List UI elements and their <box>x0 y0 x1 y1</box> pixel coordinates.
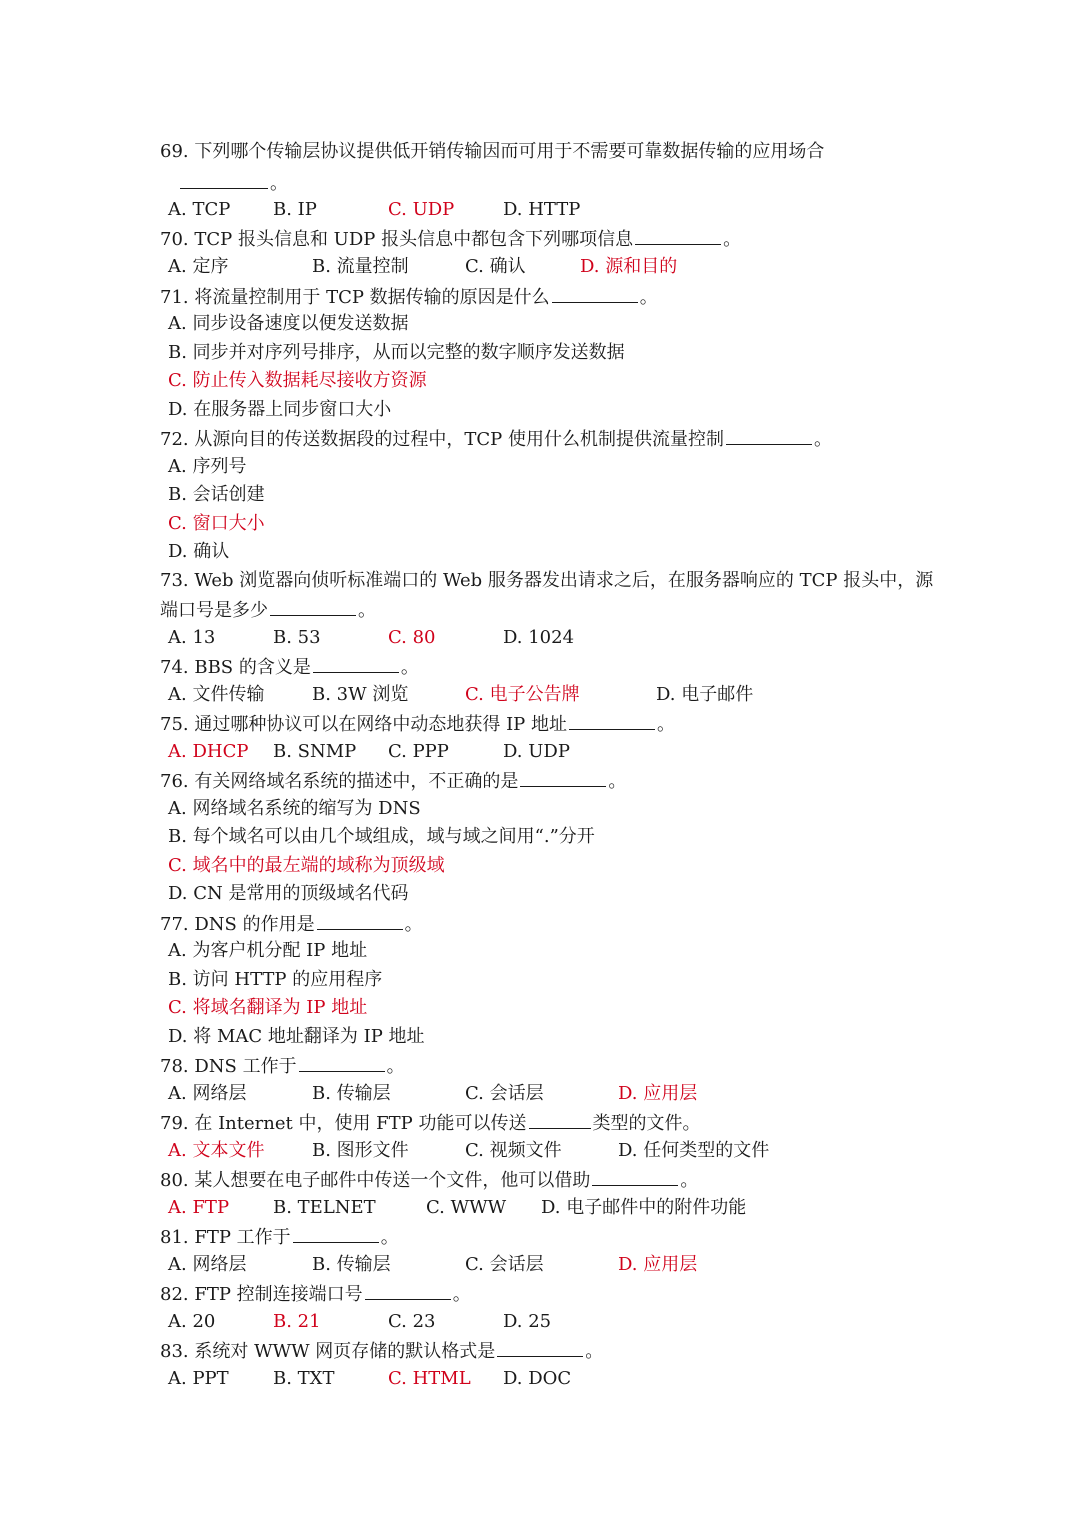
answer-blank <box>317 911 403 930</box>
question-73-text-line2: 端口号是多少 <box>160 600 268 621</box>
question-74-tail: 。 <box>400 657 419 678</box>
question-71-option-b: B. 同步并对序列号排序，从而以完整的数字顺序发送数据 <box>168 342 625 363</box>
question-74-option-d: D. 电子邮件 <box>656 684 754 705</box>
question-76-option-c-correct: C. 域名中的最左端的域称为顶级域 <box>168 855 445 876</box>
question-78-stem <box>160 1053 405 1079</box>
question-79-tail: 类型的文件。 <box>592 1113 701 1134</box>
question-76-option-b: B. 每个域名可以由几个域组成，域与域之间用“.”分开 <box>168 826 595 847</box>
question-79-option-b: B. 图形文件 <box>312 1140 409 1161</box>
answer-blank <box>592 1167 678 1186</box>
question-72-stem <box>160 426 832 452</box>
question-69-tail: 。 <box>270 173 288 194</box>
answer-blank <box>365 1281 451 1300</box>
question-75-option-b: B. SNMP <box>273 741 357 762</box>
answer-blank <box>529 1110 591 1129</box>
question-83-option-a: A. PPT <box>168 1368 229 1389</box>
question-81-stem <box>160 1224 399 1250</box>
answer-blank <box>726 426 812 445</box>
question-80-text: 80. 某人想要在电子邮件中传送一个文件，他可以借助 <box>160 1170 591 1191</box>
question-82-option-c: C. 23 <box>388 1311 436 1332</box>
question-72-option-c-correct: C. 窗口大小 <box>168 513 265 534</box>
question-79-option-c: C. 视频文件 <box>465 1140 562 1161</box>
question-75-tail: 。 <box>657 714 676 735</box>
question-75-text: 75. 通过哪种协议可以在网络中动态地获得 IP 地址 <box>160 714 568 735</box>
question-81-text: 81. FTP 工作于 <box>160 1227 291 1248</box>
question-70-stem <box>160 226 741 252</box>
answer-blank <box>635 226 721 245</box>
question-83-text: 83. 系统对 WWW 网页存储的默认格式是 <box>160 1341 496 1362</box>
question-69-text: 69. 下列哪个传输层协议提供低开销传输因而可用于不需要可靠数据传输的应用场合 <box>160 141 825 162</box>
answer-blank <box>180 170 268 189</box>
question-83-tail: 。 <box>585 1341 604 1362</box>
question-82-tail: 。 <box>452 1284 471 1305</box>
question-75-option-a-correct: A. DHCP <box>168 741 249 762</box>
question-79-stem <box>160 1110 701 1136</box>
question-73-option-d: D. 1024 <box>503 627 575 648</box>
question-77-option-a: A. 为客户机分配 IP 地址 <box>168 940 368 961</box>
question-83-option-b: B. TXT <box>273 1368 335 1389</box>
question-69-option-a: A. TCP <box>168 199 231 220</box>
question-82-option-a: A. 20 <box>168 1311 216 1332</box>
question-80-option-c: C. WWW <box>426 1197 507 1218</box>
question-80-stem <box>160 1167 698 1193</box>
question-74-option-c-correct: C. 电子公告牌 <box>465 684 580 705</box>
question-83-stem <box>160 1338 603 1364</box>
question-77-option-d: D. 将 MAC 地址翻译为 IP 地址 <box>168 1026 425 1047</box>
question-71-tail: 。 <box>639 287 658 308</box>
question-76-option-d: D. CN 是常用的顶级域名代码 <box>168 883 409 904</box>
question-73-option-a: A. 13 <box>168 627 216 648</box>
question-71-option-d: D. 在服务器上同步窗口大小 <box>168 399 392 420</box>
question-73-stem <box>160 569 933 593</box>
question-76-stem <box>160 768 626 794</box>
question-70-option-c: C. 确认 <box>465 256 526 277</box>
question-82-text: 82. FTP 控制连接端口号 <box>160 1284 363 1305</box>
question-69-option-d: D. HTTP <box>503 199 581 220</box>
question-75-option-d: D. UDP <box>503 741 570 762</box>
question-79-option-d: D. 任何类型的文件 <box>618 1140 770 1161</box>
question-69-option-b: B. IP <box>273 199 317 220</box>
question-71-text: 71. 将流量控制用于 TCP 数据传输的原因是什么 <box>160 287 550 308</box>
question-72-text: 72. 从源向目的传送数据段的过程中，TCP 使用什么机制提供流量控制 <box>160 429 724 450</box>
question-76-option-a: A. 网络域名系统的缩写为 DNS <box>168 798 421 819</box>
question-72-option-a: A. 序列号 <box>168 456 247 477</box>
question-75-option-c: C. PPP <box>388 741 449 762</box>
question-82-option-b-correct: B. 21 <box>273 1311 321 1332</box>
answer-blank <box>552 284 638 303</box>
question-80-option-b: B. TELNET <box>273 1197 376 1218</box>
question-70-option-a: A. 定序 <box>168 256 229 277</box>
question-69-stem <box>160 140 824 164</box>
question-72-tail: 。 <box>813 429 832 450</box>
question-72-option-b: B. 会话创建 <box>168 484 265 505</box>
question-81-option-a: A. 网络层 <box>168 1254 247 1275</box>
question-70-option-b: B. 流量控制 <box>312 256 409 277</box>
question-71-option-c-correct: C. 防止传入数据耗尽接收方资源 <box>168 370 427 391</box>
question-78-option-c: C. 会话层 <box>465 1083 544 1104</box>
question-73-stem-line2 <box>160 597 376 623</box>
question-78-option-d-correct: D. 应用层 <box>618 1083 698 1104</box>
question-81-tail: 。 <box>380 1227 399 1248</box>
question-70-text: 70. TCP 报头信息和 UDP 报头信息中都包含下列哪项信息 <box>160 229 634 250</box>
question-79-text: 79. 在 Internet 中，使用 FTP 功能可以传送 <box>160 1113 527 1134</box>
question-76-text: 76. 有关网络域名系统的描述中，不正确的是 <box>160 771 519 792</box>
question-79-option-a-correct: A. 文本文件 <box>168 1140 265 1161</box>
answer-blank <box>270 597 356 616</box>
question-73-tail: 。 <box>358 600 376 621</box>
question-74-stem <box>160 654 419 680</box>
question-74-option-a: A. 文件传输 <box>168 684 265 705</box>
answer-blank <box>293 1224 379 1243</box>
question-73-text: 73. Web 浏览器向侦听标准端口的 Web 服务器发出请求之后，在服务器响应的 TCP 报头中，源 <box>160 570 934 591</box>
question-73-option-c-correct: C. 80 <box>388 627 436 648</box>
question-69-option-c-correct: C. UDP <box>388 199 455 220</box>
question-71-option-a: A. 同步设备速度以便发送数据 <box>168 313 409 334</box>
question-77-tail: 。 <box>404 914 423 935</box>
question-77-option-b: B. 访问 HTTP 的应用程序 <box>168 969 383 990</box>
question-75-stem <box>160 711 675 737</box>
answer-blank <box>299 1053 385 1072</box>
question-80-tail: 。 <box>680 1170 699 1191</box>
answer-blank <box>313 654 399 673</box>
question-78-text: 78. DNS 工作于 <box>160 1056 297 1077</box>
question-72-option-d: D. 确认 <box>168 541 230 562</box>
question-70-tail: 。 <box>723 229 742 250</box>
answer-blank <box>497 1338 583 1357</box>
question-81-option-c: C. 会话层 <box>465 1254 544 1275</box>
question-77-option-c-correct: C. 将域名翻译为 IP 地址 <box>168 997 368 1018</box>
question-80-option-a-correct: A. FTP <box>168 1197 230 1218</box>
question-78-option-b: B. 传输层 <box>312 1083 391 1104</box>
question-81-option-d-correct: D. 应用层 <box>618 1254 698 1275</box>
answer-blank <box>520 768 606 787</box>
question-77-stem <box>160 911 423 937</box>
question-81-option-b: B. 传输层 <box>312 1254 391 1275</box>
question-76-tail: 。 <box>608 771 627 792</box>
question-69-blank-line <box>178 170 288 196</box>
question-80-option-d: D. 电子邮件中的附件功能 <box>541 1197 747 1218</box>
question-78-option-a: A. 网络层 <box>168 1083 247 1104</box>
question-77-text: 77. DNS 的作用是 <box>160 914 315 935</box>
question-70-option-d-correct: D. 源和目的 <box>580 256 678 277</box>
question-83-option-c-correct: C. HTML <box>388 1368 471 1389</box>
question-73-option-b: B. 53 <box>273 627 321 648</box>
question-78-tail: 。 <box>386 1056 405 1077</box>
question-74-option-b: B. 3W 浏览 <box>312 684 409 705</box>
question-83-option-d: D. DOC <box>503 1368 572 1389</box>
answer-blank <box>569 711 655 730</box>
question-71-stem <box>160 284 658 310</box>
question-82-stem <box>160 1281 471 1307</box>
question-82-option-d: D. 25 <box>503 1311 552 1332</box>
question-74-text: 74. BBS 的含义是 <box>160 657 311 678</box>
